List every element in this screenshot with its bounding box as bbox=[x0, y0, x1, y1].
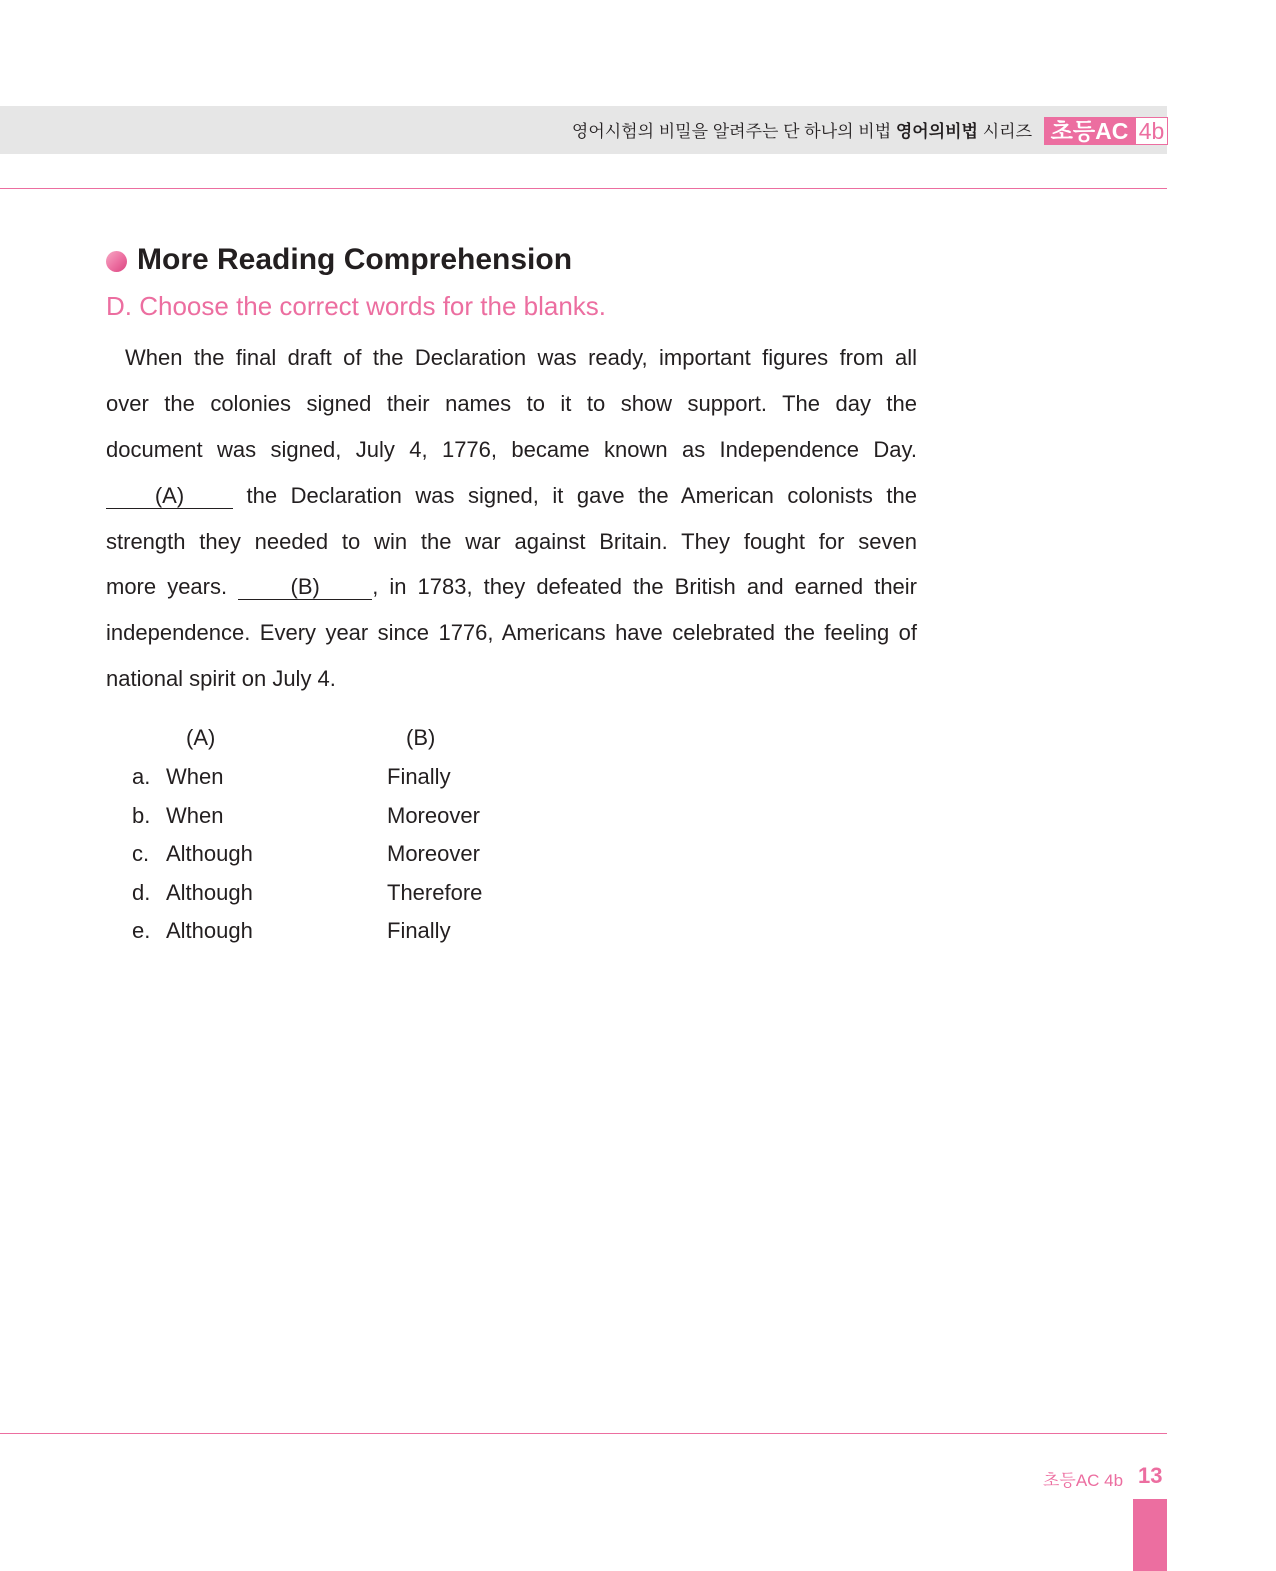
passage-line: independence. Every year since 1776, Americans have celebrated the feeling of bbox=[106, 620, 917, 645]
book-badge: 초등AC bbox=[1044, 117, 1135, 145]
option-a-word: Although bbox=[166, 918, 253, 943]
series-caption bbox=[572, 117, 1032, 142]
passage-line: When the final draft of the Declaration was ready, important figures from all bbox=[125, 345, 917, 370]
footer-book-title: 초등AC 4b bbox=[1043, 1471, 1124, 1490]
passage-text: more years. bbox=[106, 574, 228, 599]
option-letter[interactable]: b. bbox=[132, 803, 151, 828]
question-instruction: D. Choose the correct words for the blanks. bbox=[106, 291, 607, 321]
option-a-word: Although bbox=[166, 841, 253, 866]
passage-line: national spirit on July 4. bbox=[106, 666, 336, 691]
passage-line: over the colonies signed their names to it to show support. The day the bbox=[106, 391, 917, 416]
option-a-word: When bbox=[166, 803, 224, 828]
passage-line: document was signed, July 4, 1776, became known as Independence Day. bbox=[106, 437, 917, 462]
option-letter[interactable]: c. bbox=[132, 841, 150, 866]
bullet-dot-icon bbox=[106, 251, 127, 272]
option-b-word: Finally bbox=[387, 918, 451, 943]
page-edge-tab bbox=[1133, 1499, 1167, 1571]
option-letter[interactable]: a. bbox=[132, 764, 151, 789]
option-b-word: Finally bbox=[387, 764, 451, 789]
option-b-word: Moreover bbox=[387, 841, 480, 866]
option-b-word: Moreover bbox=[387, 803, 480, 828]
option-letter[interactable]: e. bbox=[132, 918, 151, 943]
passage-text: the Declaration was signed, it gave the American colonists the bbox=[246, 483, 917, 508]
series-caption-suffix: 시리즈 bbox=[982, 122, 1032, 141]
option-b-word: Therefore bbox=[387, 880, 483, 905]
passage-line bbox=[106, 574, 917, 600]
page-number: 13 bbox=[1138, 1463, 1163, 1488]
section-title: More Reading Comprehension bbox=[137, 243, 573, 276]
column-header-b: (B) bbox=[406, 725, 436, 750]
option-a-word: Although bbox=[166, 880, 253, 905]
blank-b: (B) bbox=[238, 575, 372, 600]
series-name: 영어의비법 bbox=[895, 122, 978, 141]
top-divider bbox=[0, 188, 1167, 189]
column-header-a: (A) bbox=[186, 725, 216, 750]
passage-text: , in 1783, they defeated the British and earned their bbox=[372, 574, 917, 599]
passage-line: strength they needed to win the war against Britain. They fought for seven bbox=[106, 529, 917, 554]
option-a-word: When bbox=[166, 764, 224, 789]
level-badge: 4b bbox=[1135, 117, 1168, 145]
option-letter[interactable]: d. bbox=[132, 880, 151, 905]
series-caption-prefix: 영어시험의 비밀을 알려주는 단 하나의 비법 bbox=[571, 122, 892, 141]
blank-a: (A) bbox=[106, 484, 233, 509]
passage-line bbox=[106, 483, 917, 509]
bottom-divider bbox=[0, 1433, 1167, 1434]
